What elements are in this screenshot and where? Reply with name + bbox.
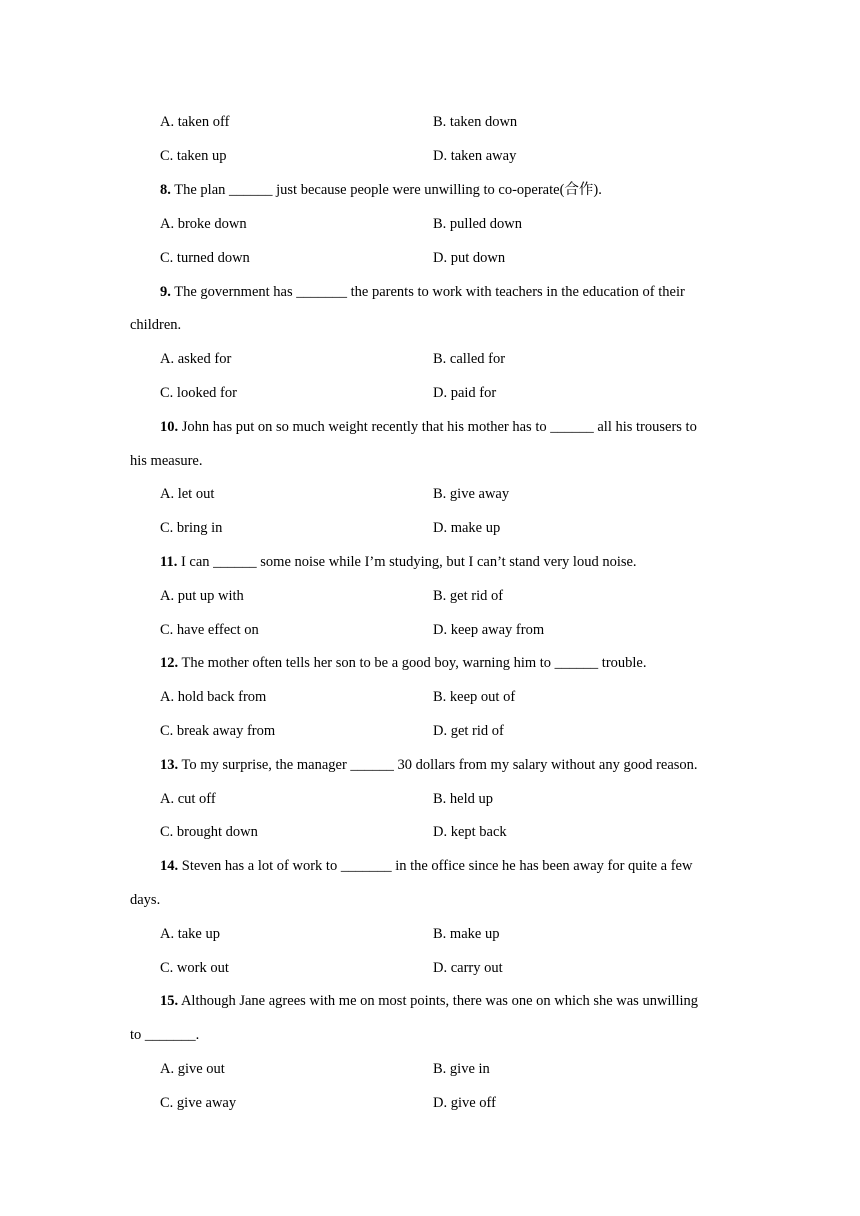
option-b: B. taken down bbox=[433, 114, 518, 130]
option-c: C. brought down bbox=[160, 824, 258, 840]
option-d: D. keep away from bbox=[433, 622, 545, 638]
question-8 bbox=[0, 180, 860, 200]
option-a: A. take up bbox=[160, 926, 220, 942]
question-text: The plan ______ just because people were unwilling to co-operate(合作). bbox=[174, 182, 602, 198]
option-c: C. looked for bbox=[160, 385, 237, 401]
question-number: 8. bbox=[160, 182, 171, 198]
option-a: A. asked for bbox=[160, 351, 232, 367]
option-b: B. make up bbox=[433, 926, 500, 942]
option-c: C. break away from bbox=[160, 723, 276, 739]
question-text-continued: children. bbox=[130, 317, 182, 333]
option-a: A. give out bbox=[160, 1061, 225, 1077]
question-number: 13. bbox=[160, 757, 179, 773]
option-d: D. get rid of bbox=[433, 723, 504, 739]
option-c: C. have effect on bbox=[160, 622, 259, 638]
question-text: Although Jane agrees with me on most points, there was one on which she was unwilling bbox=[180, 993, 699, 1009]
option-b: B. pulled down bbox=[433, 216, 523, 232]
question-text: To my surprise, the manager ______ 30 dollars from my salary without any good reason. bbox=[181, 757, 698, 773]
question-9 bbox=[0, 282, 860, 302]
question-13 bbox=[0, 755, 860, 775]
option-c: C. work out bbox=[160, 960, 229, 976]
option-a: A. broke down bbox=[160, 216, 247, 232]
option-b: B. called for bbox=[433, 351, 506, 367]
option-c: C. bring in bbox=[160, 520, 223, 536]
option-c: C. give away bbox=[160, 1095, 237, 1111]
question-11 bbox=[0, 552, 860, 572]
question-number: 11. bbox=[160, 554, 178, 570]
option-d: D. make up bbox=[433, 520, 501, 536]
option-b: B. get rid of bbox=[433, 588, 504, 604]
question-text: Steven has a lot of work to _______ in the office since he has been away for quite a few bbox=[181, 858, 693, 874]
question-text: The mother often tells her son to be a good boy, warning him to ______ trouble. bbox=[181, 655, 647, 671]
option-c: C. taken up bbox=[160, 148, 227, 164]
option-a: A. cut off bbox=[160, 791, 216, 807]
option-a: A. let out bbox=[160, 486, 215, 502]
question-number: 9. bbox=[160, 284, 171, 300]
question-number: 15. bbox=[160, 993, 179, 1009]
option-d: D. kept back bbox=[433, 824, 507, 840]
option-a: A. taken off bbox=[160, 114, 230, 130]
question-number: 10. bbox=[160, 419, 179, 435]
question-text-continued: days. bbox=[130, 892, 161, 908]
option-b: B. held up bbox=[433, 791, 494, 807]
option-b: B. keep out of bbox=[433, 689, 516, 705]
question-14 bbox=[0, 856, 860, 876]
option-d: D. paid for bbox=[433, 385, 497, 401]
question-text-continued: his measure. bbox=[130, 453, 203, 469]
option-d: D. put down bbox=[433, 250, 506, 266]
option-a: A. put up with bbox=[160, 588, 244, 604]
question-10 bbox=[0, 417, 860, 437]
option-d: D. give off bbox=[433, 1095, 496, 1111]
option-a: A. hold back from bbox=[160, 689, 267, 705]
question-15 bbox=[0, 991, 860, 1011]
question-text: John has put on so much weight recently that his mother has to ______ all his trousers to bbox=[181, 419, 697, 435]
question-number: 12. bbox=[160, 655, 179, 671]
question-text: The government has _______ the parents to work with teachers in the education of their bbox=[174, 284, 685, 300]
option-d: D. taken away bbox=[433, 148, 517, 164]
option-d: D. carry out bbox=[433, 960, 503, 976]
option-b: B. give in bbox=[433, 1061, 490, 1077]
question-number: 14. bbox=[160, 858, 179, 874]
question-text-continued: to _______. bbox=[130, 1027, 200, 1043]
option-b: B. give away bbox=[433, 486, 510, 502]
option-c: C. turned down bbox=[160, 250, 250, 266]
question-text: I can ______ some noise while I’m studying, but I can’t stand very loud noise. bbox=[180, 554, 637, 570]
question-12 bbox=[0, 653, 860, 673]
